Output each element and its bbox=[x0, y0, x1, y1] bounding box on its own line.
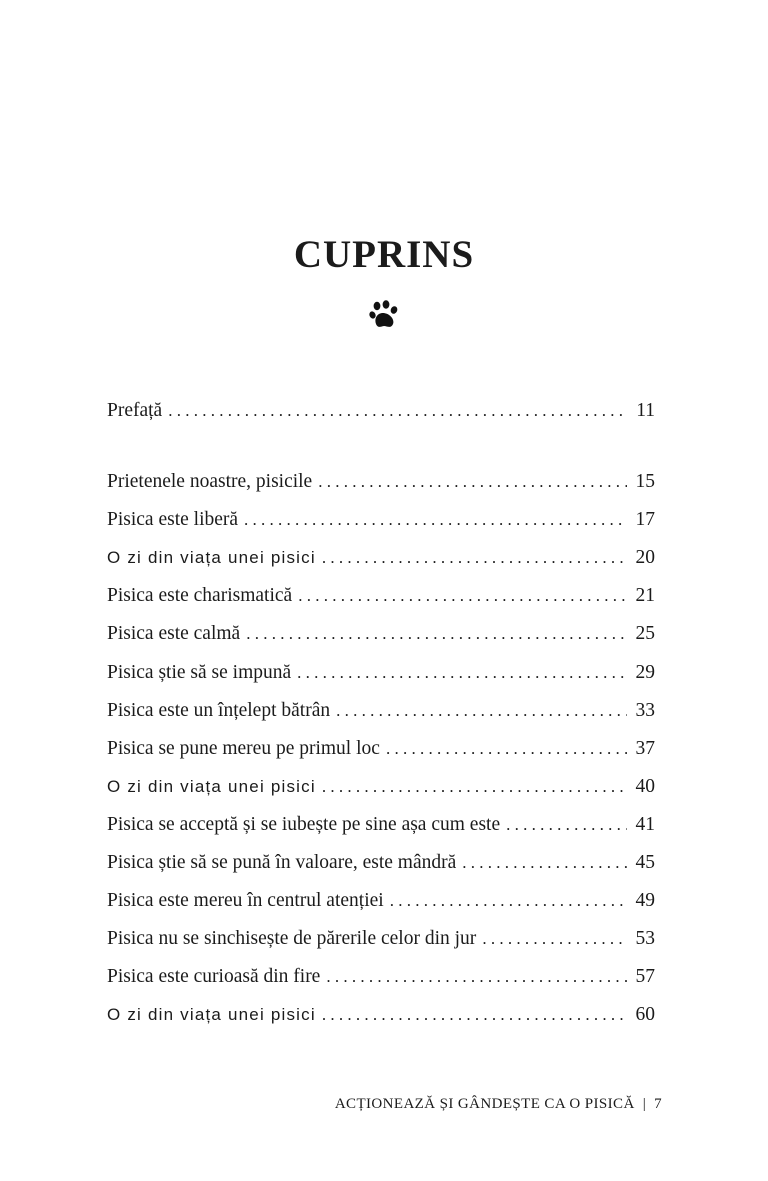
toc-entry-page: 49 bbox=[635, 890, 655, 912]
toc-entry-title: O zi din viața unei pisici bbox=[107, 776, 316, 796]
toc-entry-page: 21 bbox=[635, 585, 655, 607]
toc-entry-page: 53 bbox=[635, 928, 655, 950]
toc-entry-title: Pisica este charismatică bbox=[107, 585, 293, 607]
toc-dot-leader bbox=[322, 772, 627, 802]
toc-dot-leader bbox=[390, 886, 627, 916]
toc-entry bbox=[107, 581, 655, 611]
toc-entry-title: O zi din viața unei pisici bbox=[107, 548, 316, 568]
toc-entry-page: 37 bbox=[635, 737, 655, 759]
toc-dot-leader bbox=[506, 810, 627, 840]
toc-entry bbox=[107, 810, 655, 840]
footer-book-title: ACȚIONEAZĂ ȘI GÂNDEȘTE CA O PISICĂ bbox=[334, 1096, 635, 1112]
page-title: CUPRINS bbox=[293, 233, 475, 277]
toc-entry-title: Pisica este mereu în centrul atenției bbox=[107, 890, 384, 912]
running-footer bbox=[335, 1092, 662, 1116]
toc-dot-leader bbox=[297, 658, 627, 688]
toc-entry-title: Pisica este liberă bbox=[107, 509, 239, 531]
toc-entry-page: 57 bbox=[635, 966, 655, 988]
toc-entry-page: 29 bbox=[635, 661, 655, 683]
toc-entry-title: O zi din viața unei pisici bbox=[107, 1005, 316, 1025]
toc-entry-page: 40 bbox=[635, 775, 655, 797]
toc-entry bbox=[107, 734, 655, 764]
toc-entry-title: Prietenele noastre, pisicile bbox=[107, 471, 313, 492]
toc-entry-title: Pisica știe să se pună în valoare, este mândră bbox=[107, 852, 457, 873]
toc-dot-leader bbox=[482, 924, 627, 954]
toc-entry bbox=[107, 658, 655, 688]
toc-dot-leader bbox=[336, 696, 627, 726]
toc-entry bbox=[107, 848, 655, 878]
toc-entry bbox=[107, 505, 655, 535]
toc-entry-page: 17 bbox=[635, 509, 655, 531]
footer-page-number: 7 bbox=[654, 1096, 662, 1112]
toc-dot-leader bbox=[246, 619, 627, 649]
footer-separator: | bbox=[642, 1096, 647, 1112]
toc-entry-title: Pisica se pune mereu pe primul loc bbox=[107, 737, 380, 759]
toc-entry bbox=[107, 543, 655, 573]
toc-entry-page: 11 bbox=[636, 400, 655, 421]
toc-entry-page: 60 bbox=[635, 1004, 655, 1026]
toc-entry bbox=[107, 962, 655, 992]
toc-dot-leader bbox=[322, 543, 627, 573]
toc-dot-leader bbox=[462, 848, 627, 878]
toc-entry-page: 15 bbox=[635, 471, 655, 492]
toc-entry-page: 45 bbox=[635, 852, 655, 873]
toc-entry bbox=[107, 1000, 655, 1030]
toc-entry-title: Pisica știe să se impună bbox=[107, 661, 292, 683]
toc-entry bbox=[107, 886, 655, 916]
toc-dot-leader bbox=[386, 734, 627, 764]
toc-entry bbox=[107, 467, 655, 497]
toc-entry-page: 33 bbox=[635, 699, 655, 721]
toc-entry-title: Pisica este calmă bbox=[107, 623, 241, 645]
toc-entry-page: 20 bbox=[635, 547, 655, 569]
toc-entry-title: Pisica nu se sinchisește de părerile celor din jur bbox=[107, 928, 477, 950]
toc-entry-page: 25 bbox=[635, 623, 655, 645]
toc-dot-leader bbox=[244, 505, 627, 535]
toc-entry-title: Prefață bbox=[107, 400, 163, 421]
toc-entry bbox=[107, 396, 655, 426]
toc-entry-title: Pisica se acceptă și se iubește pe sine așa cum este bbox=[107, 813, 501, 835]
toc-entry bbox=[107, 696, 655, 726]
toc-entry-page: 41 bbox=[635, 813, 655, 835]
toc-entry-title: Pisica este curioasă din fire bbox=[107, 966, 321, 988]
toc-dot-leader bbox=[326, 962, 627, 992]
toc-dot-leader bbox=[318, 467, 627, 497]
toc-entry bbox=[107, 924, 655, 954]
toc-entry bbox=[107, 619, 655, 649]
toc-dot-leader bbox=[168, 396, 627, 426]
toc-entry-title: Pisica este un înțelept bătrân bbox=[107, 699, 331, 721]
toc-dot-leader bbox=[322, 1000, 627, 1030]
toc-entry bbox=[107, 772, 655, 802]
paw-print-icon bbox=[369, 299, 399, 331]
toc-dot-leader bbox=[298, 581, 627, 611]
